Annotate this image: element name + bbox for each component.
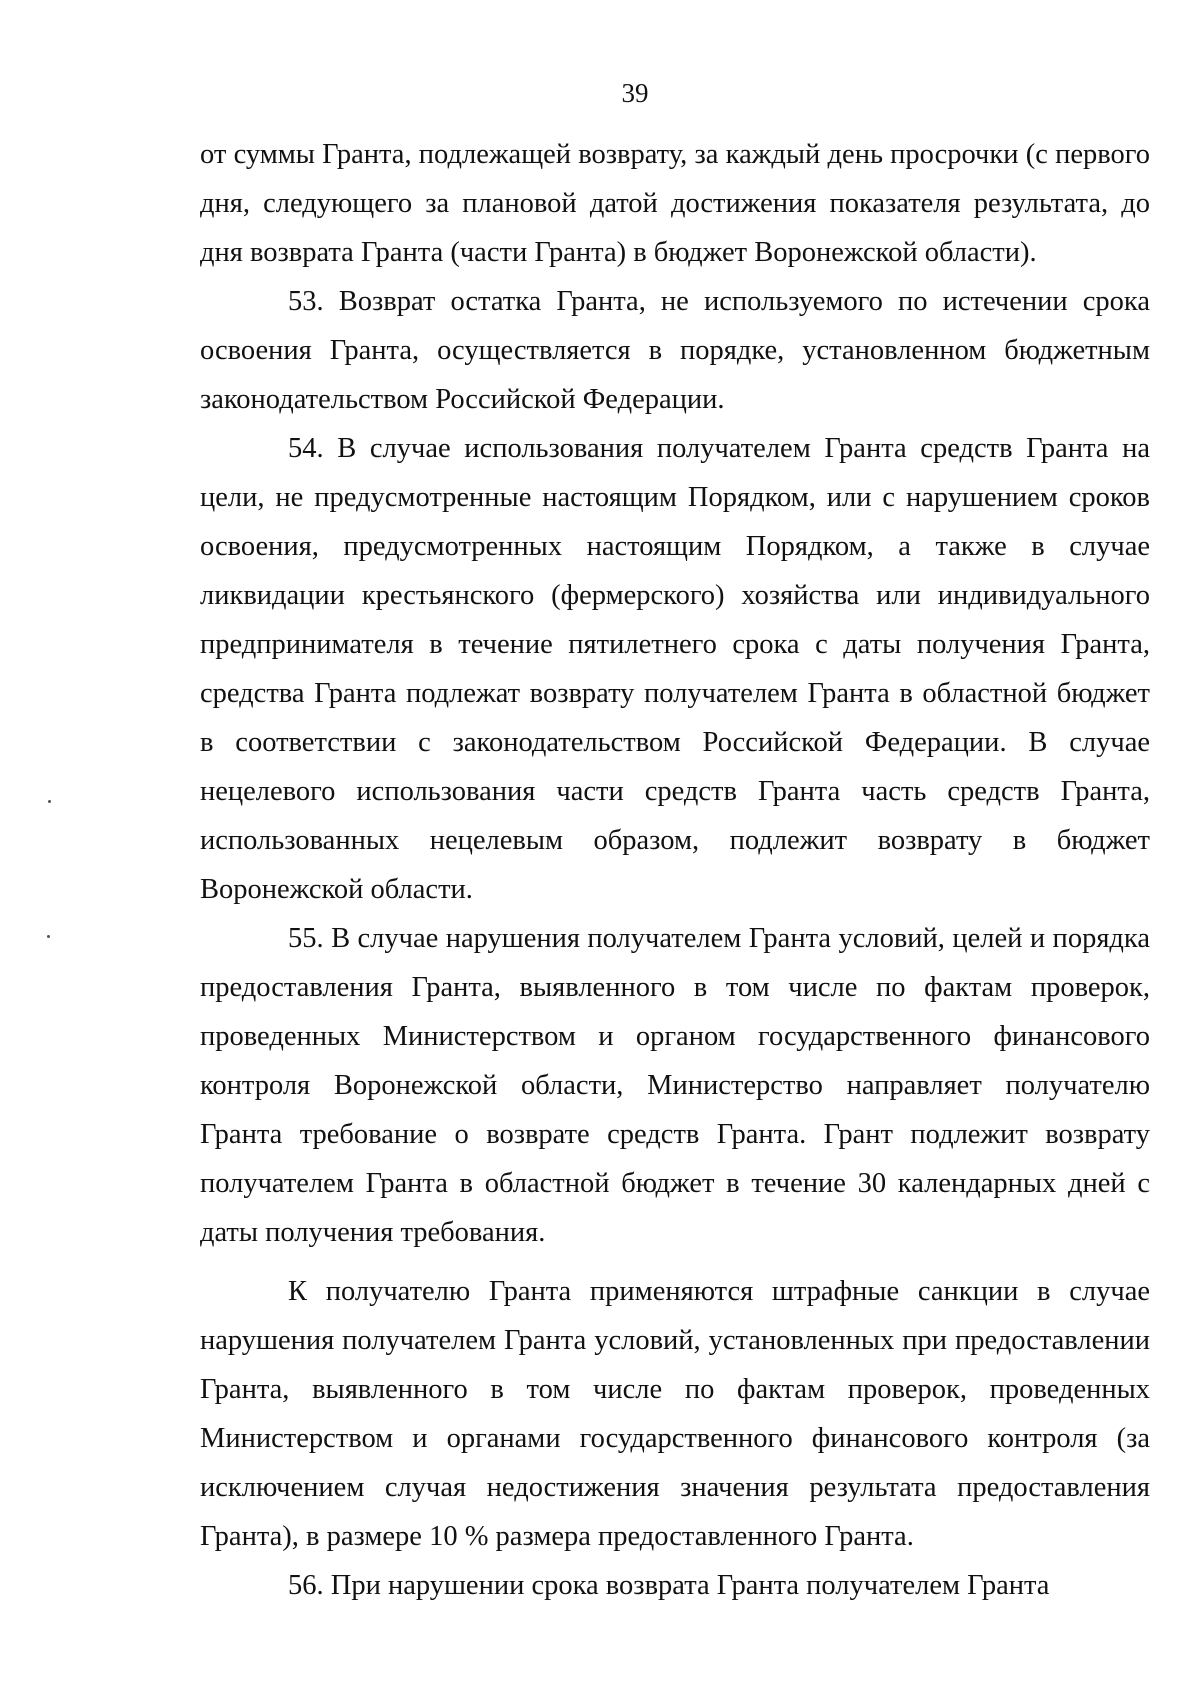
document-body	[200, 130, 1150, 1610]
scan-speck	[47, 935, 50, 938]
paragraph-55: 55. В случае нарушения получателем Гранта условий, целей и порядка предоставления Гранта, выявленного в том числе по фактам проверок, проведенных Министерством и органом государственного финансового контроля Воронежской области, Министерство направляет получателю Гранта требование о возврате средств Гранта. Грант подлежит возврату получателем Гранта в областной бюджет в течение 30 календарных дней с даты получения требования.	[200, 923, 1150, 1248]
paragraph-56: 56. При нарушении срока возврата Гранта получателем Гранта	[288, 1570, 1050, 1601]
paragraph-53: 53. Возврат остатка Гранта, не используемого по истечении срока освоения Гранта, осуществляется в порядке, установленном бюджетным законодательством Российской Федерации.	[200, 286, 1150, 415]
paragraph-penalty: К получателю Гранта применяются штрафные санкции в случае нарушения получателем Гранта условий, установленных при предоставлении Гранта, выявленного в том числе по фактам проверок, проведенных Министерством и органами государственного финансового контроля (за исключением случая недостижения значения результата предоставления Гранта), в размере 10 % размера предоставленного Гранта.	[200, 1276, 1150, 1552]
paragraph-continuation: от суммы Гранта, подлежащей возврату, за каждый день просрочки (с первого дня, следующего за плановой датой достижения показателя результата, до дня возврата Гранта (части Гранта) в бюджет Воронежской области).	[200, 139, 1150, 268]
page-number: 39	[621, 78, 649, 108]
scan-speck	[48, 800, 51, 803]
paragraph-54: 54. В случае использования получателем Гранта средств Гранта на цели, не предусмотренные настоящим Порядком, или с нарушением сроков освоения, предусмотренных настоящим Порядком, а также в случае ликвидации крестьянского (фермерского) хозяйства или индивидуального предпринимателя в течение пятилетнего срока с даты получения Гранта, средства Гранта подлежат возврату получателем Гранта в областной бюджет в соответствии с законодательством Российской Федерации. В случае нецелевого использования части средств Гранта часть средств Гранта, использованных нецелевым образом, подлежит возврату в бюджет Воронежской области.	[200, 433, 1150, 905]
